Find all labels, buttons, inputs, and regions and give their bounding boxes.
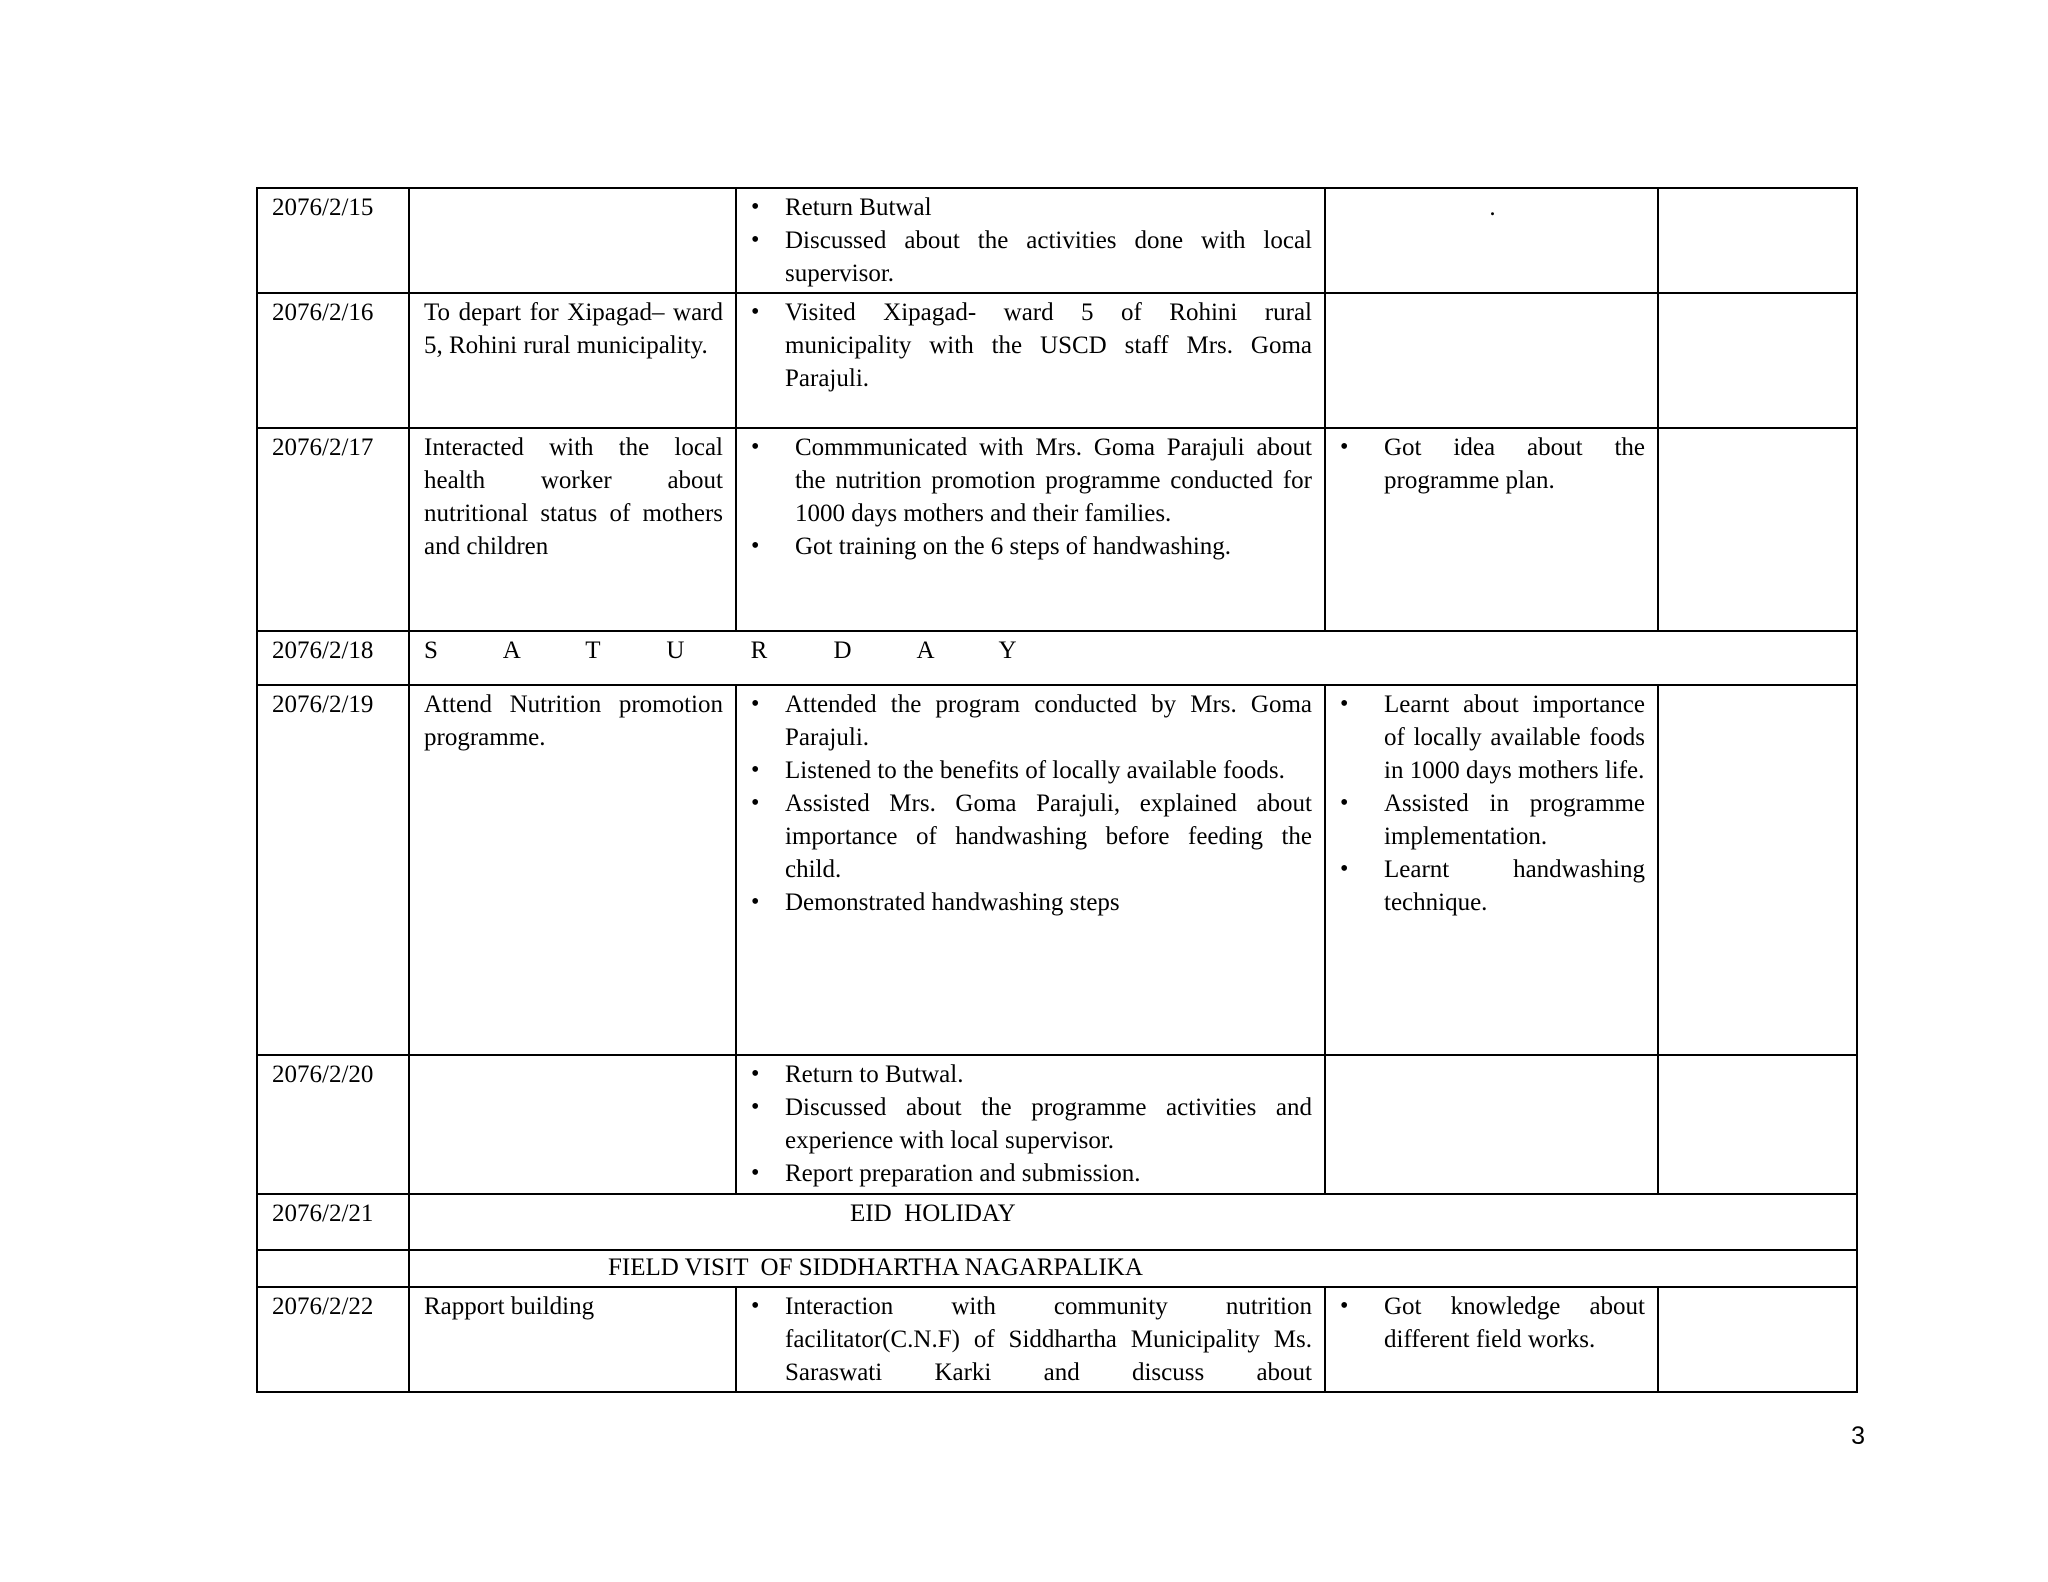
activity-item: • Listened to the benefits of locally available foods. bbox=[751, 754, 1312, 787]
remarks-cell bbox=[1658, 293, 1857, 428]
activity-item: • Commmunicated with Mrs. Goma Parajuli about the nutrition promotion programme conducted for 1000 days mothers and their families. bbox=[751, 431, 1312, 530]
activity-item: • Demonstrated handwashing steps bbox=[751, 886, 1312, 919]
learning-item: • Got knowledge about different field works. bbox=[1340, 1290, 1645, 1356]
learning-item: • Learnt about importance of locally available foods in 1000 days mothers life. bbox=[1340, 688, 1645, 787]
learning-item: • Got idea about the programme plan. bbox=[1340, 431, 1645, 497]
remarks-cell bbox=[1658, 1287, 1857, 1392]
learning-item: • Learnt handwashing technique. bbox=[1340, 853, 1645, 919]
table-row bbox=[257, 188, 1857, 293]
activity-item: • Report preparation and submission. bbox=[751, 1157, 1312, 1190]
page-number: 3 bbox=[1851, 1422, 1865, 1450]
date-cell: 2076/2/17 bbox=[257, 428, 409, 631]
learning-cell: . bbox=[1325, 188, 1658, 293]
activity-item: • Got training on the 6 steps of handwashing. bbox=[751, 530, 1312, 563]
remarks-cell bbox=[1658, 188, 1857, 293]
table-row bbox=[257, 1194, 1857, 1250]
plan-cell: Rapport building bbox=[409, 1287, 736, 1392]
date-cell: 2076/2/22 bbox=[257, 1287, 409, 1392]
activity-item: • Interaction with community nutrition facilitator(C.N.F) of Siddhartha Municipality Ms. Saraswati Karki and discuss about bbox=[751, 1290, 1312, 1389]
activities-cell bbox=[736, 1055, 1325, 1194]
table-row bbox=[257, 1287, 1857, 1392]
activity-item: • Attended the program conducted by Mrs. Goma Parajuli. bbox=[751, 688, 1312, 754]
learning-item: • Assisted in programme implementation. bbox=[1340, 787, 1645, 853]
activity-log-table bbox=[256, 187, 1858, 1393]
date-cell: 2076/2/19 bbox=[257, 685, 409, 1055]
learning-cell bbox=[1325, 1287, 1658, 1392]
activity-item: • Discussed about the activities done with local supervisor. bbox=[751, 224, 1312, 290]
learning-cell bbox=[1325, 428, 1658, 631]
section-heading: FIELD VISIT OF SIDDHARTHA NAGARPALIKA bbox=[409, 1250, 1857, 1287]
plan-cell: Interacted with the local health worker about nutritional status of mothers and children bbox=[409, 428, 736, 631]
plan-cell: Attend Nutrition promotion programme. bbox=[409, 685, 736, 1055]
activities-cell bbox=[736, 293, 1325, 428]
learning-cell bbox=[1325, 685, 1658, 1055]
activity-item: • Return Butwal bbox=[751, 191, 1312, 224]
table-row bbox=[257, 631, 1857, 685]
learning-cell bbox=[1325, 293, 1658, 428]
learning-cell bbox=[1325, 1055, 1658, 1194]
date-cell: 2076/2/15 bbox=[257, 188, 409, 293]
table-row bbox=[257, 1250, 1857, 1287]
plan-cell bbox=[409, 188, 736, 293]
activity-item: • Discussed about the programme activities and experience with local supervisor. bbox=[751, 1091, 1312, 1157]
activities-cell bbox=[736, 188, 1325, 293]
remarks-cell bbox=[1658, 428, 1857, 631]
remarks-cell bbox=[1658, 685, 1857, 1055]
table-row bbox=[257, 428, 1857, 631]
table-row bbox=[257, 293, 1857, 428]
plan-cell: To depart for Xipagad– ward 5, Rohini rural municipality. bbox=[409, 293, 736, 428]
date-cell: 2076/2/18 bbox=[257, 631, 409, 685]
remarks-cell bbox=[1658, 1055, 1857, 1194]
plan-cell bbox=[409, 1055, 736, 1194]
activities-cell bbox=[736, 685, 1325, 1055]
table-row bbox=[257, 1055, 1857, 1194]
saturday-note: S A T U R D A Y bbox=[409, 631, 1857, 685]
date-cell bbox=[257, 1250, 409, 1287]
activity-item: • Visited Xipagad- ward 5 of Rohini rural municipality with the USCD staff Mrs. Goma Parajuli. bbox=[751, 296, 1312, 395]
table-row bbox=[257, 685, 1857, 1055]
holiday-note: EID HOLIDAY bbox=[409, 1194, 1857, 1250]
activity-item: • Assisted Mrs. Goma Parajuli, explained about importance of handwashing before feeding the child. bbox=[751, 787, 1312, 886]
activity-item: • Return to Butwal. bbox=[751, 1058, 1312, 1091]
activities-cell bbox=[736, 1287, 1325, 1392]
date-cell: 2076/2/16 bbox=[257, 293, 409, 428]
date-cell: 2076/2/21 bbox=[257, 1194, 409, 1250]
activities-cell bbox=[736, 428, 1325, 631]
date-cell: 2076/2/20 bbox=[257, 1055, 409, 1194]
